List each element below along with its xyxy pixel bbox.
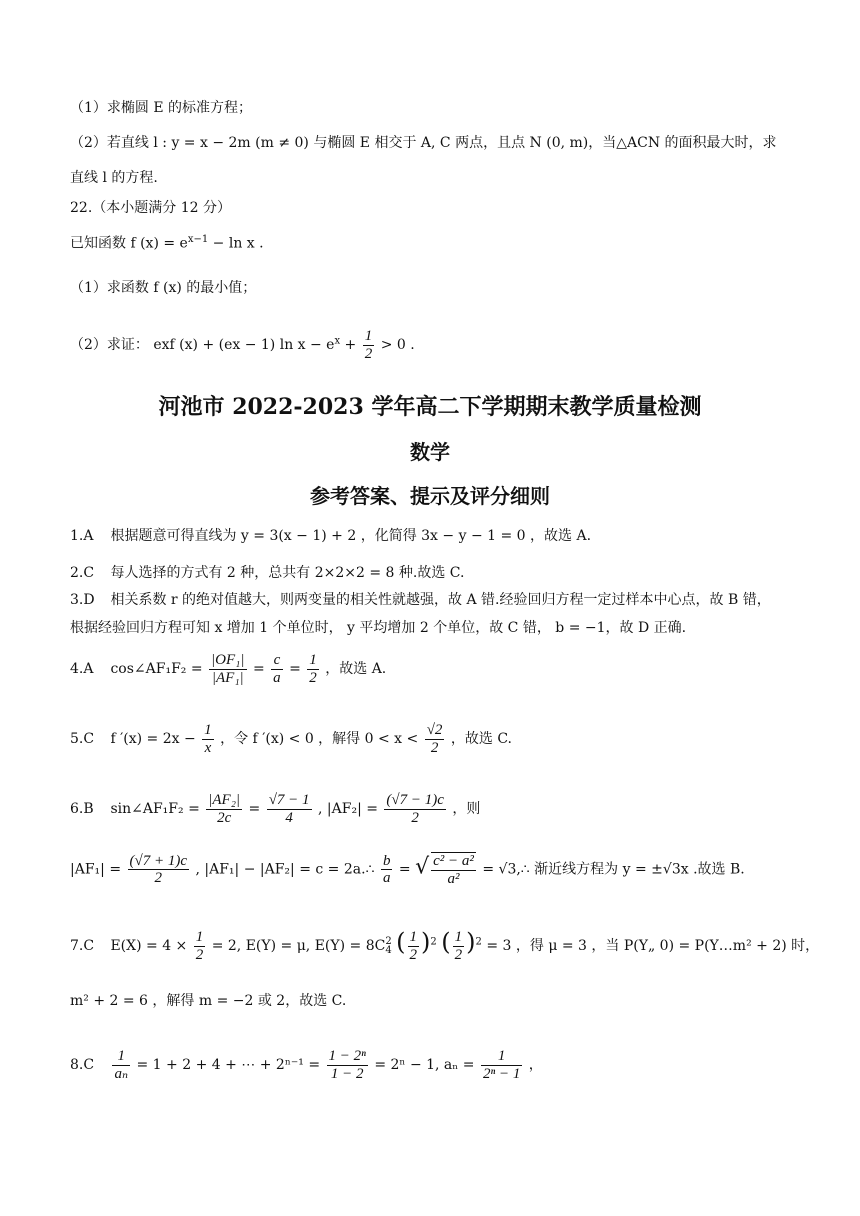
q22-given bbox=[70, 234, 800, 252]
fraction-numerator: 1 − 2ⁿ bbox=[328, 1048, 366, 1064]
answer-7-continued bbox=[70, 993, 800, 1010]
answer-7 bbox=[70, 928, 820, 963]
answer-7-fraction-2 bbox=[408, 929, 420, 963]
fraction-denominator: 2ⁿ − 1 bbox=[482, 1065, 521, 1082]
answer-4 bbox=[70, 652, 800, 686]
combination-indices bbox=[385, 937, 391, 955]
fraction-numerator: |AF₂| bbox=[208, 792, 241, 808]
answer-6b-tail: 渐近线方程为 y = ±√3x .故选 B. bbox=[534, 861, 745, 878]
q22-given-exponent: x−1 bbox=[187, 234, 209, 245]
subject-title: 数学 bbox=[410, 440, 450, 464]
fraction-numerator: 1 bbox=[364, 328, 373, 344]
fraction-numerator: (√7 − 1)c bbox=[386, 792, 444, 808]
answer-1-number: 1.A bbox=[70, 528, 94, 544]
main-title: 河池市 2022-2023 学年高二下学期期末教学质量检测 bbox=[158, 394, 702, 420]
answer-7-fraction-3 bbox=[453, 929, 465, 963]
answer-7-fraction-1 bbox=[194, 929, 206, 963]
q21-part2 bbox=[70, 135, 800, 152]
answer-7-tail: = 3 ，得 μ = 3 ，当 P(Y„ 0) = P(Y…m² + 2) 时， bbox=[486, 938, 820, 954]
equals-sign: = bbox=[289, 661, 301, 677]
fraction-denominator: aₙ bbox=[114, 1065, 129, 1082]
answer-7-middle: = 2, E(Y) = μ, E(Y) = 8C bbox=[211, 938, 386, 954]
answer-7b-text: m² + 2 = 6 ，解得 m = −2 或 2，故选 C. bbox=[70, 993, 347, 1009]
answer-8-fraction-2 bbox=[327, 1048, 368, 1082]
fraction-numerator: 1 bbox=[309, 652, 317, 668]
q21-part2-text-2: 直线 l 的方程. bbox=[70, 170, 158, 186]
fraction-numerator: |OF₁| bbox=[211, 652, 245, 668]
fraction-denominator: 2 bbox=[409, 946, 418, 963]
answer-5-fraction-2 bbox=[425, 722, 445, 756]
answer-6-fraction-1 bbox=[206, 792, 242, 826]
answer-4-number: 4.A bbox=[70, 661, 94, 677]
equals-sign: = bbox=[398, 861, 411, 878]
answer-6-tail: ，则 bbox=[452, 801, 481, 817]
answer-4-fraction-1 bbox=[209, 652, 246, 686]
answer-6-continued bbox=[70, 852, 800, 887]
fraction-numerator: 1 bbox=[481, 1048, 522, 1066]
answer-8-tail: ， bbox=[528, 1057, 543, 1073]
q21-part2-text: （2）若直线 l : y = x − 2m (m ≠ 0) 与椭圆 E 相交于 A, C 两点，且点 N (0, m)，当△ACN 的面积最大时，求 bbox=[70, 135, 777, 151]
fraction-numerator: √2 bbox=[426, 722, 443, 738]
fraction-denominator: 2c bbox=[217, 809, 232, 826]
answer-6 bbox=[70, 792, 800, 826]
answer-2-number: 2.C bbox=[70, 565, 95, 581]
answer-6b-fraction-1 bbox=[128, 853, 190, 887]
answer-6-lhs: sin∠AF₁F₂ = bbox=[110, 801, 200, 817]
fraction-denominator: x bbox=[204, 739, 212, 756]
power: 2 bbox=[475, 936, 482, 948]
answer-6-middle: , |AF₂| = bbox=[318, 801, 378, 817]
combination-lower: 4 bbox=[385, 945, 392, 956]
answer-6-fraction-2 bbox=[267, 792, 312, 826]
fraction-numerator: c bbox=[271, 652, 283, 670]
answer-1-text: 根据题意可得直线为 y = 3(x − 1) + 2 ，化简得 3x − y − 1 = 0 ，故选 A. bbox=[110, 528, 592, 544]
answer-5-tail: ，故选 C. bbox=[450, 731, 513, 747]
q22-given-tail: − ln x . bbox=[208, 235, 264, 252]
answer-8-number: 8.C bbox=[70, 1057, 95, 1073]
answer-5-fraction-1 bbox=[202, 722, 214, 756]
fraction-numerator: 1 bbox=[204, 722, 212, 738]
answers-title: 参考答案、提示及评分细则 bbox=[310, 484, 550, 508]
combination-upper: 2 bbox=[385, 936, 392, 947]
q22-part2-text: （2）求证： exf (x) + (ex − 1) ln x − e bbox=[70, 337, 335, 353]
answer-5-middle: ，令 f ′(x) < 0 ，解得 0 < x < bbox=[220, 731, 419, 747]
fraction-denominator: 2 bbox=[454, 946, 463, 963]
paren-open: ( bbox=[441, 928, 451, 956]
q22-part2-fraction bbox=[363, 328, 375, 362]
answer-8 bbox=[70, 1048, 800, 1082]
answer-6-fraction-3 bbox=[384, 792, 446, 826]
answer-5-lhs: f ′(x) = 2x − bbox=[110, 731, 196, 747]
answer-3-text-2: 根据经验回归方程可知 x 增加 1 个单位时， y 平均增加 2 个单位，故 C 错， b = −1，故 D 正确. bbox=[70, 620, 687, 636]
fraction-numerator: b bbox=[382, 852, 391, 869]
answer-4-lhs: cos∠AF₁F₂ = bbox=[110, 661, 203, 677]
q22-given-text: 已知函数 f (x) = e bbox=[70, 235, 188, 252]
answer-3-text-1: 相关系数 r 的绝对值越大，则两变量的相关性就越强，故 A 错.经验回归方程一定过样本中心点，故 B 错， bbox=[110, 592, 771, 608]
answer-5 bbox=[70, 722, 800, 756]
fraction-denominator: 2 bbox=[154, 870, 163, 886]
fraction-denominator: a bbox=[382, 870, 391, 886]
q22-part2 bbox=[70, 328, 800, 362]
fraction-denominator: 1 − 2 bbox=[330, 1065, 364, 1082]
q22-part2-plus: + bbox=[340, 337, 361, 353]
fraction-numerator: (√7 + 1)c bbox=[129, 852, 188, 869]
answer-3-number: 3.D bbox=[70, 592, 95, 608]
answer-2 bbox=[70, 565, 800, 582]
q22-part1-text: （1）求函数 f (x) 的最小值； bbox=[70, 280, 257, 296]
answer-6b-fraction-2 bbox=[381, 853, 393, 887]
fraction-denominator: 4 bbox=[285, 809, 293, 826]
fraction-denominator: |AF₁| bbox=[211, 669, 244, 686]
equals-sign: = bbox=[252, 661, 265, 677]
fraction-numerator: 1 bbox=[195, 929, 204, 945]
fraction-numerator: c² − a² bbox=[433, 853, 474, 869]
answer-2-text: 每人选择的方式有 2 种，总共有 2×2×2 = 8 种.故选 C. bbox=[110, 565, 465, 581]
q22-part2-tail: > 0 . bbox=[376, 337, 415, 353]
answer-7-number: 7.C bbox=[70, 938, 95, 954]
answer-6b-after: = √3,∴ bbox=[482, 861, 530, 878]
q21-part1-text: （1）求椭圆 E 的标准方程； bbox=[70, 100, 253, 116]
fraction-numerator: 1 bbox=[454, 929, 463, 945]
fraction-denominator: a² bbox=[447, 870, 460, 887]
paren-open: ( bbox=[396, 928, 406, 956]
fraction-numerator: 1 bbox=[409, 929, 418, 945]
paren-close: ) bbox=[466, 928, 476, 956]
equals-sign: = bbox=[248, 801, 261, 817]
paren-close: ) bbox=[421, 928, 431, 956]
sqrt-symbol: √ bbox=[415, 854, 430, 880]
answer-4-fraction-2 bbox=[271, 652, 283, 686]
answer-8-fraction-1 bbox=[112, 1048, 130, 1082]
answer-6b-lhs: |AF₁| = bbox=[70, 861, 122, 878]
fraction-numerator: √7 − 1 bbox=[268, 792, 310, 808]
answer-4-tail: ，故选 A. bbox=[325, 661, 387, 677]
answer-8-fraction-3 bbox=[481, 1048, 522, 1082]
q22-part2-exponent: x bbox=[334, 335, 341, 347]
fraction-denominator: 2 bbox=[430, 739, 439, 756]
answer-7-lhs: E(X) = 4 × bbox=[110, 938, 188, 954]
power: 2 bbox=[430, 936, 437, 948]
answer-6b-middle: , |AF₁| − |AF₂| = c = 2a.∴ bbox=[195, 861, 375, 878]
fraction-numerator: 1 bbox=[112, 1048, 130, 1066]
q22-heading-text: 22.（本小题满分 12 分） bbox=[70, 200, 231, 216]
answer-3-continued bbox=[70, 620, 800, 637]
fraction-denominator: a bbox=[273, 669, 281, 686]
answer-6b-sqrt-fraction bbox=[431, 852, 476, 887]
q22-heading bbox=[70, 200, 800, 217]
answer-1 bbox=[70, 528, 800, 545]
fraction-denominator: 2 bbox=[411, 809, 419, 826]
answer-6-number: 6.B bbox=[70, 801, 94, 817]
q21-part2-continued bbox=[70, 170, 800, 187]
answer-8-middle-2: = 2ⁿ − 1, aₙ = bbox=[374, 1057, 475, 1073]
fraction-denominator: 2 bbox=[309, 669, 317, 686]
answer-5-number: 5.C bbox=[70, 731, 95, 747]
q21-part1 bbox=[70, 100, 800, 117]
answer-3 bbox=[70, 592, 800, 609]
fraction-denominator: 2 bbox=[364, 345, 373, 362]
answer-8-middle: = 1 + 2 + 4 + ⋯ + 2ⁿ⁻¹ = bbox=[136, 1057, 321, 1073]
q22-part1 bbox=[70, 280, 800, 297]
fraction-denominator: 2 bbox=[195, 946, 204, 963]
answer-4-fraction-3 bbox=[307, 652, 319, 686]
